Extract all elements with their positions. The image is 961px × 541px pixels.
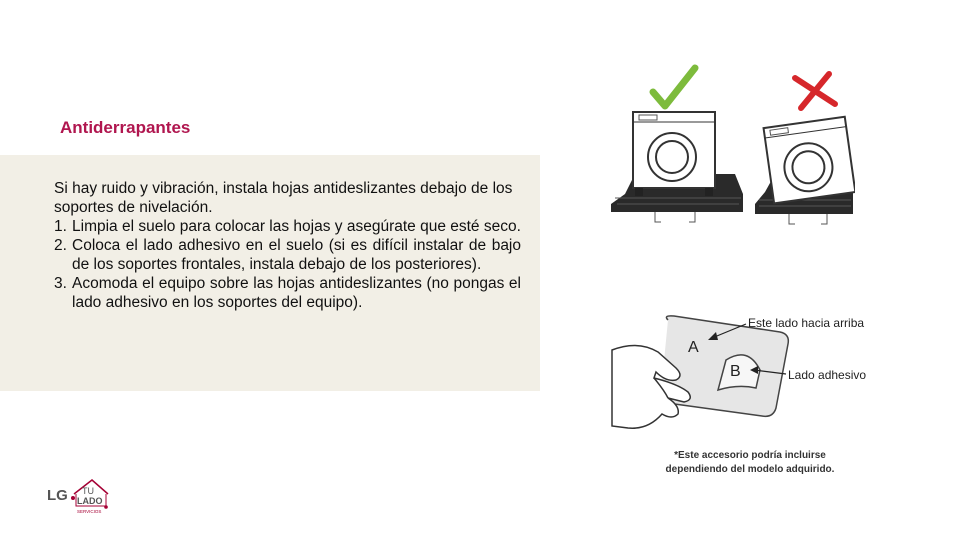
step-text: Coloca el lado adhesivo en el suelo (si es difícil instalar de bajo de los soportes frontales, instala debajo de los posteriores). [72,237,521,273]
step-number: 1. [54,218,67,235]
step-number: 3. [54,275,67,292]
logo-servicios: SERVICIOS [77,509,102,514]
note-line: *Este accesorio podría incluirse [674,450,826,461]
intro-paragraph: Si hay ruido y vibración, instala hojas antideslizantes debajo de los soportes de nivelación. [54,180,513,216]
note-line: dependiendo del modelo adquirido. [665,464,835,475]
accessory-note [650,449,850,477]
lg-tu-lado-logo [46,476,116,520]
label-this-side-up: Este lado hacia arriba [748,316,865,330]
pad-side-a-label: A [688,339,699,356]
step-item [54,236,521,274]
section-title: Antiderrapantes [60,118,191,137]
pad-side-b-label: B [730,363,741,380]
logo-lado: LADO [77,496,103,506]
washer-icon [633,112,715,196]
steps-list [54,217,521,312]
cross-icon [795,74,835,108]
instructions-text [54,179,521,312]
washer-comparison-illustration [605,64,855,242]
step-item [54,274,521,312]
step-item [54,217,521,236]
label-adhesive-side: Lado adhesivo [788,368,867,382]
anti-slip-pad-illustration [608,310,898,440]
logo-lg: LG [47,487,68,504]
check-icon [653,68,695,106]
washer-icon [764,117,855,204]
step-number: 2. [54,237,67,254]
logo-tu: TU [82,486,94,496]
step-text: Limpia el suelo para colocar las hojas y asegúrate que esté seco. [72,218,521,235]
step-text: Acomoda el equipo sobre las hojas antideslizantes (no pongas el lado adhesivo en los soportes del equipo). [72,275,521,311]
